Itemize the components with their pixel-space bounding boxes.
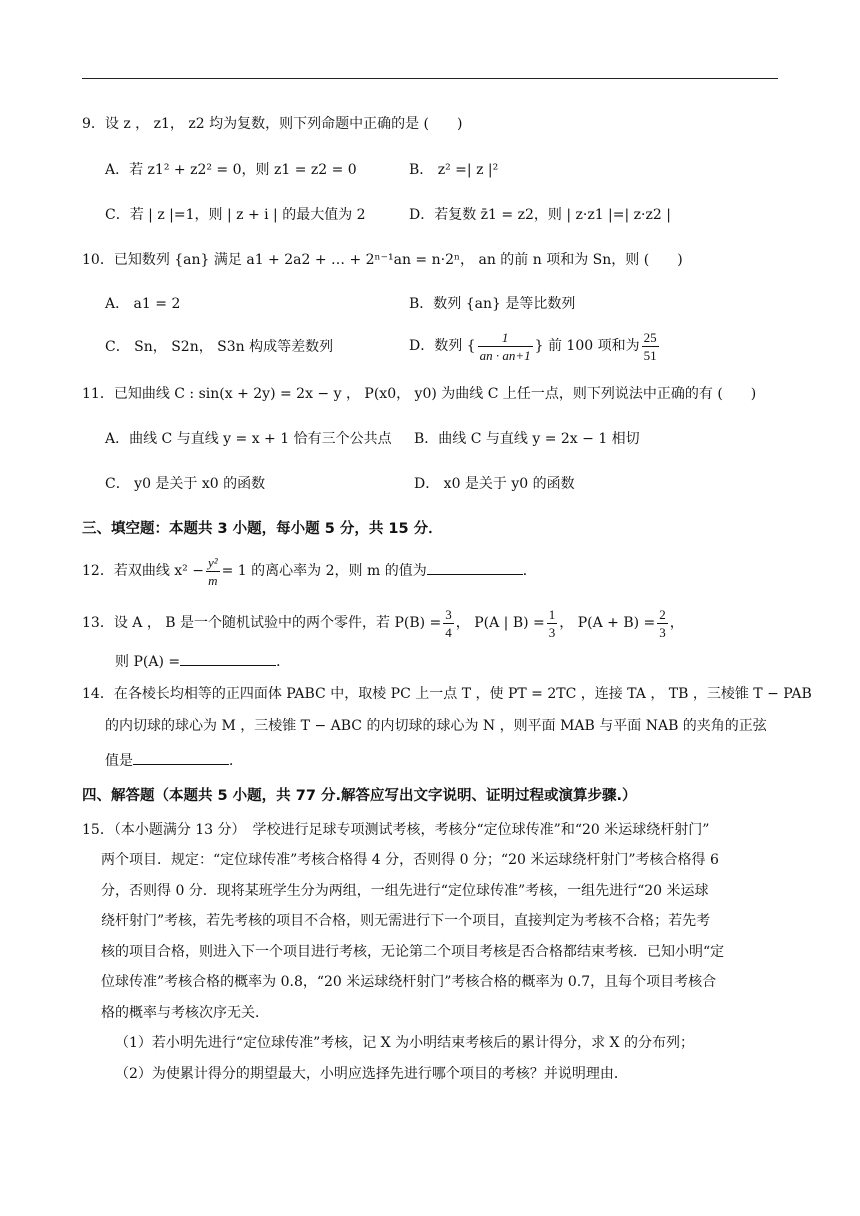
q13-line2-end: ． bbox=[276, 654, 291, 670]
q10-d-sum-denominator: 51 bbox=[643, 347, 657, 363]
header-rule bbox=[82, 78, 778, 79]
q11-option-a: A．曲线 C 与直线 y = x + 1 恰有三个公共点 bbox=[105, 431, 392, 447]
q10-option-d bbox=[409, 328, 661, 364]
q14-line-2: 的内切球的球心为 M ，三棱锥 T − ABC 的内切球的球心为 N ，则平面 MAB 与平面 NAB 的夹角的正弦 bbox=[105, 718, 767, 734]
section-3-heading: 三、填空题：本题共 3 小题，每小题 5 分，共 15 分． bbox=[82, 521, 443, 537]
q13-f1-denominator: 4 bbox=[445, 624, 452, 640]
q10-d-fraction-numerator: 1 bbox=[478, 331, 533, 347]
q12 bbox=[82, 553, 537, 589]
q12-fraction-denominator: m bbox=[208, 572, 218, 588]
q9-stem: 9．设 z ， z1， z2 均为复数，则下列命题中正确的是 ( ) bbox=[82, 116, 463, 132]
q13-f1-numerator: 3 bbox=[445, 606, 452, 622]
q13-fraction-pab bbox=[547, 608, 558, 639]
q14-end: ． bbox=[229, 753, 243, 769]
q12-prefix: 12．若双曲线 x² − bbox=[82, 563, 204, 579]
q15-line-4: 绕杆射门”考核，若先考核的项目不合格，则无需进行下一个项目，直接判定为考核不合格；若先考 bbox=[101, 913, 711, 929]
q10-option-b: B．数列 {an} 是等比数列 bbox=[409, 296, 576, 312]
q12-fraction bbox=[206, 556, 220, 587]
q13 bbox=[82, 605, 684, 641]
q9-option-d: D．若复数 z̄1 = z2，则 | z·z1 |=| z·z2 | bbox=[409, 207, 671, 223]
q13-middle-1: ， P(A | B) = bbox=[455, 615, 545, 631]
q15-line-7: 格的概率与考核次序无关． bbox=[101, 1005, 269, 1021]
q13-prefix: 13．设 A ， B 是一个随机试验中的两个零件，若 P(B) = bbox=[82, 615, 442, 631]
q12-fraction-numerator: y² bbox=[207, 554, 218, 570]
q12-body: = 1 的离心率为 2，则 m 的值为 bbox=[221, 563, 427, 579]
q11-option-c: C． y0 是关于 x0 的函数 bbox=[105, 476, 266, 492]
q12-end: ． bbox=[522, 563, 537, 579]
section-4-heading: 四、解答题（本题共 5 小题，共 77 分.解答应写出文字说明、证明过程或演算步骤.） bbox=[82, 788, 637, 804]
q9-option-a: A．若 z1² + z2² = 0，则 z1 = z2 = 0 bbox=[105, 162, 357, 178]
q14-line3-text: 值是 bbox=[105, 753, 133, 769]
q10-option-d-fraction bbox=[478, 331, 533, 362]
q11-option-d: D． x0 是关于 y0 的函数 bbox=[414, 476, 575, 492]
q15-line-2: 两个项目．规定：“定位球传准”考核合格得 4 分，否则得 0 分；“20 米运球绕杆射门”考核合格得 6 bbox=[101, 852, 719, 868]
q13-fraction-pb bbox=[443, 608, 454, 639]
q15-line-6: 位球传准”考核合格的概率为 0.8，“20 米运球绕杆射门”考核合格的概率为 0.7，且每个项目考核合 bbox=[101, 974, 717, 990]
q10-d-sum-numerator: 25 bbox=[643, 329, 657, 345]
q13-end: ， bbox=[669, 615, 684, 631]
q10-d-fraction-denominator: an · an+1 bbox=[479, 347, 531, 363]
q15-subquestion-2: （2）为使累计得分的期望最大，小明应选择先进行哪个项目的考核？并说明理由． bbox=[115, 1066, 628, 1082]
q12-answer-blank[interactable] bbox=[427, 560, 523, 575]
q15-subquestion-1: （1）若小明先进行“定位球传准”考核，记 X 为小明结束考核后的累计得分，求 X 的分布列； bbox=[115, 1035, 694, 1051]
q15-line-1: 15．（本小题满分 13 分） 学校进行足球专项测试考核，考核分“定位球传准”和“20 米运球绕杆射门” bbox=[82, 822, 710, 838]
q13-f2-numerator: 1 bbox=[548, 606, 556, 622]
q9-option-b: B． z² =| z |² bbox=[409, 162, 499, 178]
q13-f3-denominator: 3 bbox=[659, 624, 666, 640]
q10-option-a: A． a1 = 2 bbox=[105, 296, 181, 312]
q10-option-c: C． Sn， S2n， S3n 构成等差数列 bbox=[105, 339, 334, 355]
q15-line-3: 分，否则得 0 分．现将某班学生分为两组，一组先进行“定位球传准”考核，一组先进行“20 米运球 bbox=[101, 883, 709, 899]
q13-line-2 bbox=[115, 651, 290, 672]
q13-fraction-paplusb bbox=[657, 608, 668, 639]
q15-line-5: 核的项目合格，则进入下一个项目进行考核，无论第二个项目考核是否合格都结束考核．已知小明“定 bbox=[101, 944, 725, 960]
q11-stem: 11．已知曲线 C : sin(x + 2y) = 2x − y ， P(x0， y0) 为曲线 C 上任一点，则下列说法中正确的有 ( ) bbox=[82, 386, 757, 402]
q13-f3-numerator: 2 bbox=[659, 606, 666, 622]
q9-option-c: C．若 | z |=1，则 | z + i | 的最大值为 2 bbox=[105, 207, 366, 223]
q10-option-d-middle: } 前 100 项和为 bbox=[534, 338, 640, 354]
q14-answer-blank[interactable] bbox=[133, 750, 229, 765]
q14-line-3 bbox=[105, 750, 243, 771]
q11-option-b: B．曲线 C 与直线 y = 2x − 1 相切 bbox=[414, 431, 640, 447]
q13-f2-denominator: 3 bbox=[548, 624, 556, 640]
q14-line-1: 14．在各棱长均相等的正四面体 PABC 中，取棱 PC 上一点 T ，使 PT = 2TC ，连接 TA ， TB ，三棱锥 T − PAB bbox=[82, 686, 812, 702]
q13-middle-2: ， P(A + B) = bbox=[559, 615, 656, 631]
q13-answer-blank[interactable] bbox=[180, 651, 276, 666]
q10-option-d-sum-fraction bbox=[642, 331, 659, 362]
q10-stem: 10．已知数列 {an} 满足 a1 + 2a2 + … + 2ⁿ⁻¹an = n·2ⁿ， an 的前 n 项和为 Sn，则 ( ) bbox=[82, 252, 683, 268]
q13-line2-text: 则 P(A) = bbox=[115, 654, 181, 670]
q10-option-d-prefix: D．数列 { bbox=[409, 338, 476, 354]
